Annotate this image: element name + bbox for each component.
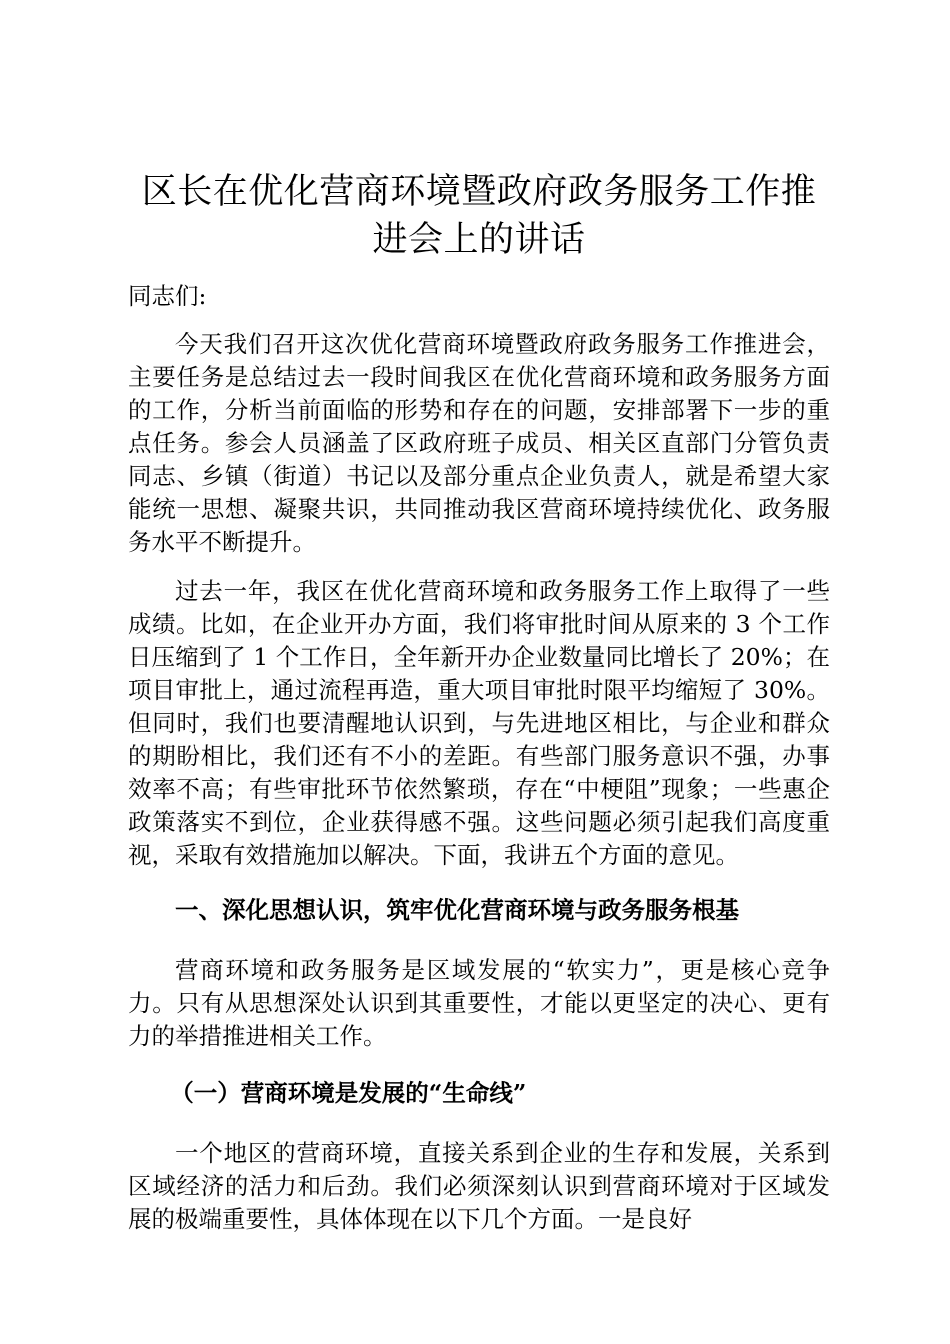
subsection-1-paragraph: 一个地区的营商环境，直接关系到企业的生存和发展，关系到区域经济的活力和后劲。我们必须深刻认识到营商环境对于区域发展的极端重要性，具体体现在以下几个方面。一是良好 [128,1139,830,1233]
section-1-paragraph: 营商环境和政务服务是区域发展的“软实力”，更是核心竞争力。只有从思想深处认识到其重要性，才能以更坚定的决心、更有力的举措推进相关工作。 [128,956,830,1050]
paragraph-intro: 今天我们召开这次优化营商环境暨政府政务服务工作推进会，主要任务是总结过去一段时间我区在优化营商环境和政务服务方面的工作，分析当前面临的形势和存在的问题，安排部署下一步的重点任务。参会人员涵盖了区政府班子成员、相关区直部门分管负责同志、乡镇（街道）书记以及部分重点企业负责人，就是希望大家能统一思想、凝聚共识，共同推动我区营商环境持续优化、政务服务水平不断提升。 [128,330,830,556]
paragraph-review: 过去一年，我区在优化营商环境和政务服务工作上取得了一些成绩。比如，在企业开办方面，我们将审批时间从原来的 3 个工作日压缩到了 1 个工作日，全年新开办企业数量同比增长了 20%；在项目审批上，通过流程再造，重大项目审批时限平均缩短了 30%。但同时，我们也要清醒地认识到，与先进地区相比，与企业和群众的期盼相比，我们还有不小的差距。有些部门服务意识不强，办事效率不高；有些审批环节依然繁琐，存在“中梗阻”现象；一些惠企政策落实不到位，企业获得感不强。这些问题必须引起我们高度重视，采取有效措施加以解决。下面，我讲五个方面的意见。 [128,577,830,869]
section-heading-1: 一、深化思想认识，筑牢优化营商环境与政务服务根基 [175,896,739,924]
document-title: 区长在优化营商环境暨政府政务服务工作推进会上的讲话 [141,172,817,260]
document-page [128,168,830,1236]
greeting: 同志们: [128,282,207,310]
subsection-heading-1: （一）营商环境是发展的“生命线” [170,1079,527,1107]
